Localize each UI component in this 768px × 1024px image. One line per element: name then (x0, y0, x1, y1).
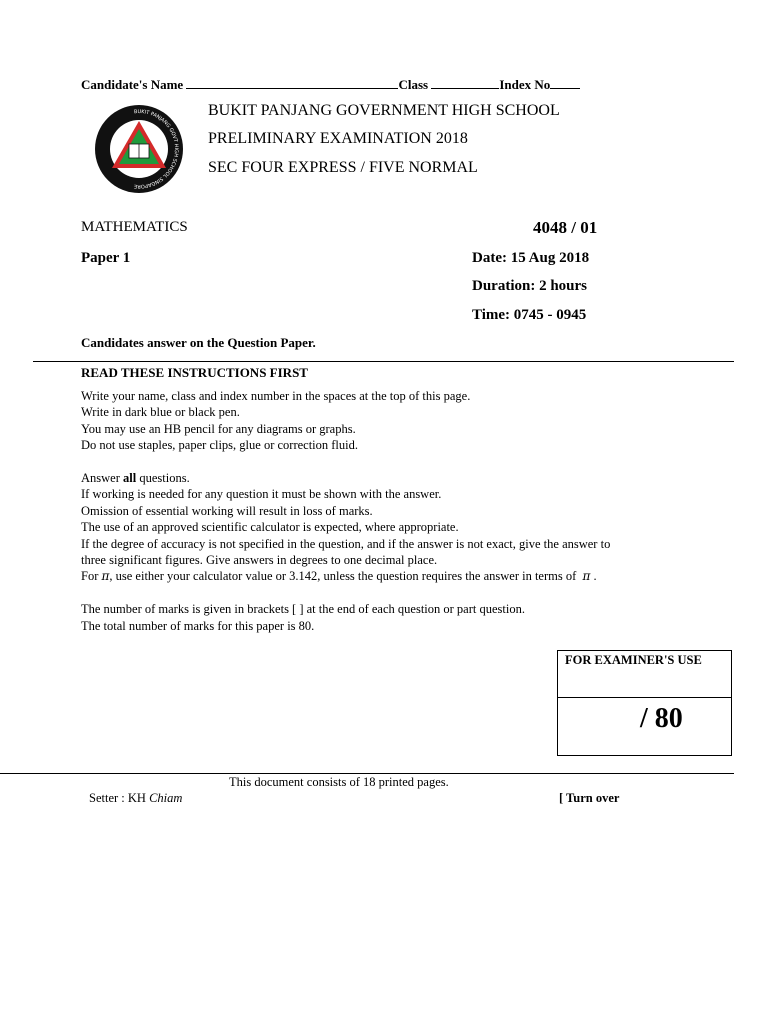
page-count: This document consists of 18 printed pages. (229, 775, 449, 789)
instruction-line (81, 568, 741, 584)
paper-number: Paper 1 (81, 250, 131, 266)
class-field[interactable] (431, 77, 499, 89)
instruction-line: The use of an approved scientific calculator is expected, where appropriate. (81, 520, 459, 535)
answer-note: Candidates answer on the Question Paper. (81, 335, 316, 350)
exam-title: PRELIMINARY EXAMINATION 2018 (208, 130, 468, 147)
instructions-heading: READ THESE INSTRUCTIONS FIRST (81, 365, 308, 380)
pi-symbol: π (582, 569, 591, 584)
instruction-text: questions. (136, 471, 190, 486)
exam-duration: Duration: 2 hours (472, 278, 588, 294)
instruction-line: If the degree of accuracy is not specified in the question, and if the answer is not exact, give the answer to (81, 536, 611, 551)
subject: MATHEMATICS (81, 219, 188, 235)
divider-top (33, 361, 734, 362)
instruction-emphasis: all (123, 471, 137, 486)
school-crest-logo (94, 104, 184, 194)
examiner-box (557, 650, 732, 756)
candidate-header (81, 77, 580, 93)
instruction-line: The number of marks is given in brackets [ ] at the end of each question or part question. (81, 602, 525, 617)
instruction-line: Do not use staples, paper clips, glue or correction fluid. (81, 438, 359, 453)
index-field[interactable] (550, 77, 580, 89)
name-field[interactable] (186, 77, 398, 89)
instruction-line: three significant figures. Give answers in degrees to one decimal place. (81, 553, 438, 568)
index-label: Index No (499, 77, 551, 92)
paper-code: 4048 / 01 (533, 218, 598, 237)
pi-symbol: π (101, 569, 110, 584)
name-label: Candidate's Name (81, 77, 184, 92)
instruction-line: The total number of marks for this paper is 80. (81, 618, 315, 633)
instruction-text: For (81, 569, 102, 584)
instruction-line (81, 470, 741, 486)
instruction-text: . (593, 569, 597, 584)
class-label: Class (398, 77, 429, 92)
exam-time: Time: 0745 - 0945 (472, 307, 587, 323)
setter-name: Chiam (149, 791, 183, 805)
setter-label: Setter : KH (89, 791, 150, 805)
instruction-line: Write in dark blue or black pen. (81, 405, 240, 420)
instruction-line: Write your name, class and index number in the spaces at the top of this page. (81, 389, 471, 403)
instruction-line: Omission of essential working will result in loss of marks. (81, 503, 373, 518)
setter (89, 791, 182, 806)
divider-bottom (0, 773, 734, 774)
instruction-line: You may use an HB pencil for any diagrams or graphs. (81, 421, 356, 436)
instruction-text: Answer (81, 471, 124, 486)
school-name: BUKIT PANJANG GOVERNMENT HIGH SCHOOL (208, 102, 560, 119)
total-marks: / 80 (640, 703, 683, 734)
exam-date: Date: 15 Aug 2018 (472, 250, 590, 266)
examiner-label: FOR EXAMINER'S USE (558, 651, 731, 698)
instructions-list (81, 388, 741, 634)
exam-level: SEC FOUR EXPRESS / FIVE NORMAL (208, 159, 478, 176)
instruction-line: If working is needed for any question it must be shown with the answer. (81, 487, 442, 502)
turn-over: [ Turn over (559, 791, 620, 805)
instruction-text: , use either your calculator value or 3.142, unless the question requires the answer in terms of (109, 569, 580, 584)
logo-lettering: BUKIT PANJANG GOVT HIGH SCHOOL SINGAPORE (133, 108, 180, 190)
